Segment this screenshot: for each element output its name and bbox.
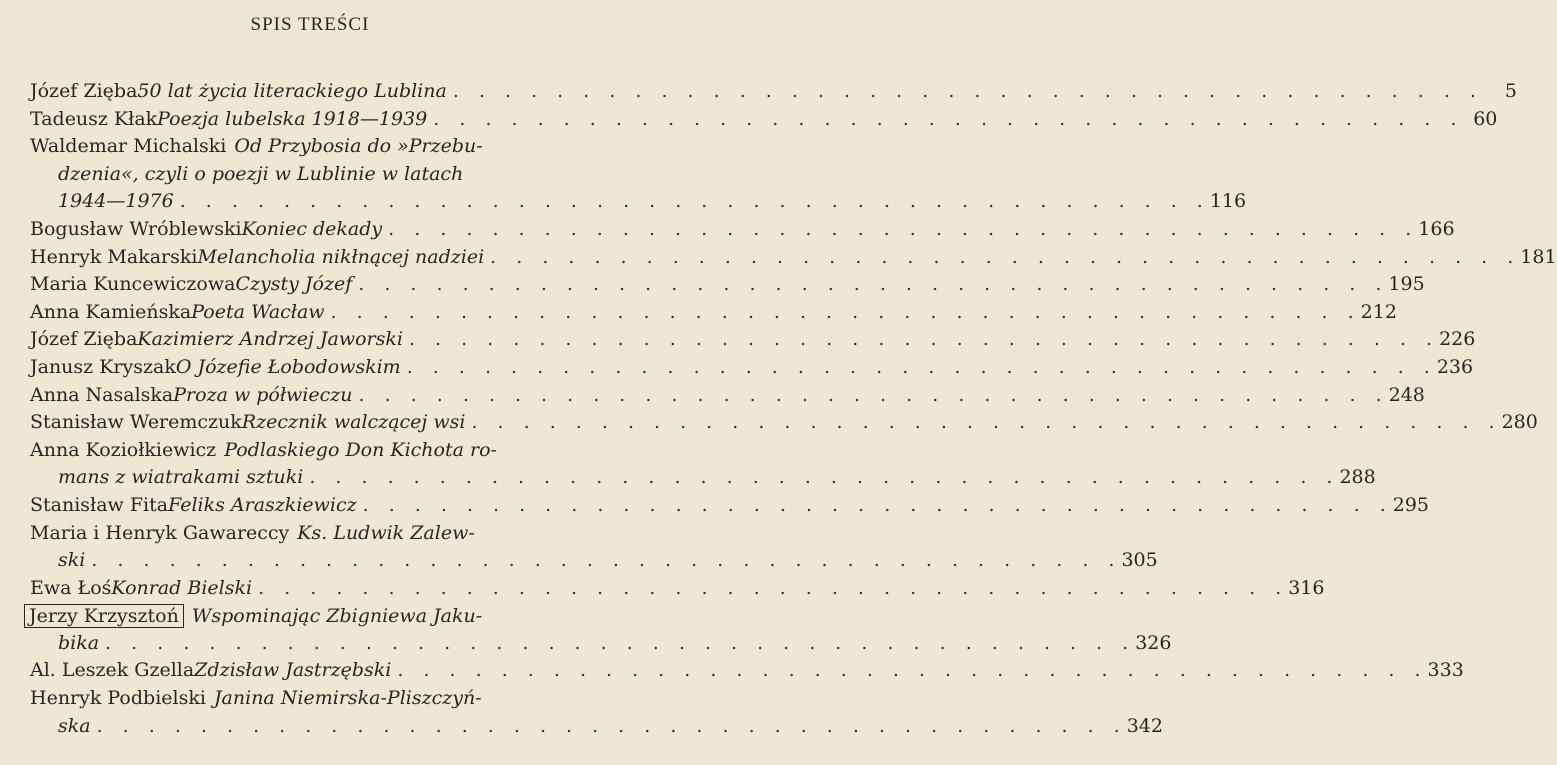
entry-author: Ewa Łoś <box>30 576 112 599</box>
toc-entry <box>30 300 1397 329</box>
entry-title: Wspominając Zbigniewa Jaku- <box>191 605 483 628</box>
entry-title: Poeta Wacław <box>191 300 325 323</box>
entry-title: mans z wiatrakami sztuki <box>58 466 304 489</box>
entry-title: 1944—1976 <box>58 190 174 213</box>
leader-dots: . . . . . . . . . . . . . . . . . . . . . . . . . . . . . . . . . . . . . . . . <box>358 383 1389 406</box>
toc-entry <box>30 245 1557 274</box>
leader-dots: . . . . . . . . . . . . . . . . . . . . . . . . . . . . . . . . . . . . . . . . <box>397 659 1428 682</box>
page-number: 326 <box>1135 631 1172 654</box>
toc-entry <box>30 80 1517 108</box>
leader-dots: . . . . . . . . . . . . . . . . . . . . . . . . . . . . . . . . . . . . . . . . <box>258 576 1289 599</box>
entry-title: Konrad Bielski <box>111 576 253 599</box>
toc-entry <box>30 383 1425 412</box>
toc-entry-line <box>30 135 608 163</box>
toc-entry-line <box>30 493 1430 522</box>
entry-title: Podlaskiego Don Kichota ro- <box>224 438 497 461</box>
toc-entry-line <box>30 549 1158 577</box>
entry-title: Melancholia nikłnącej nadziei <box>197 245 485 268</box>
toc-entry-line <box>30 107 1498 136</box>
toc-entry-line <box>30 466 1376 494</box>
page-number: 280 <box>1501 411 1538 434</box>
entry-author: Anna Koziołkiewicz <box>30 438 217 461</box>
entry-title: Ks. Ludwik Zalew- <box>297 521 475 544</box>
entry-title: Od Przybosia do »Przebu- <box>234 135 483 158</box>
toc-entry <box>30 107 1498 136</box>
page-title: SPIS TREŚCI <box>250 14 370 35</box>
leader-dots: . . . . . . . . . . . . . . . . . . . . . . . . . . . . . . . . . . . . . . . . <box>309 466 1340 489</box>
toc-entry <box>30 493 1430 522</box>
leader-dots: . . . . . . . . . . . . . . . . . . . . . . . . . . . . . . . . . . . . . . . . <box>358 273 1389 296</box>
toc-entry-line <box>30 631 1172 660</box>
page-number: 342 <box>1126 714 1163 737</box>
page-number: 316 <box>1288 576 1325 599</box>
entry-author: Józef Zięba <box>30 328 138 351</box>
toc-entry-line <box>30 522 608 550</box>
entry-author: Henryk Makarski <box>30 245 198 268</box>
toc-entry <box>30 659 1464 687</box>
entry-author: Waldemar Michalski <box>30 135 227 158</box>
entry-author: Bogusław Wróblewski <box>30 217 242 240</box>
toc-entry-line <box>30 576 1325 605</box>
entry-author: Maria i Henryk Gawareccy <box>30 521 290 544</box>
leader-dots: . . . . . . . . . . . . . . . . . . . . . . . . . . . . . . . . . . . . . . . . <box>452 80 1483 102</box>
leader-dots: . . . . . . . . . . . . . . . . . . . . . . . . . . . . . . . . . . . . . . . . <box>179 190 1210 213</box>
entry-author: Janusz Kryszak <box>30 355 176 378</box>
leader-dots: . . . . . . . . . . . . . . . . . . . . . . . . . . . . . . . . . . . . . . . . <box>362 493 1393 516</box>
entry-author: Al. Leszek Gzella <box>30 659 195 682</box>
leader-dots: . . . . . . . . . . . . . . . . . . . . . . . . . . . . . . . . . . . . . . . . <box>105 631 1136 654</box>
leader-dots: . . . . . . . . . . . . . . . . . . . . . . . . . . . . . . . . . . . . . . . . <box>91 549 1122 572</box>
entry-title: Koniec dekady <box>241 217 383 240</box>
toc-entry-line <box>30 245 1557 274</box>
page-number: 333 <box>1427 659 1464 682</box>
toc-entry-line <box>30 190 1247 218</box>
leader-dots: . . . . . . . . . . . . . . . . . . . . . . . . . . . . . . . . . . . . . . . . <box>96 714 1127 737</box>
page-number: 5 <box>1504 80 1517 102</box>
toc-entry-line <box>30 439 608 467</box>
toc-entry <box>30 687 1163 742</box>
toc-entry <box>30 328 1476 356</box>
entry-author: Stanisław Fita <box>30 493 169 516</box>
toc-entry-line <box>30 604 608 632</box>
page-number: 212 <box>1360 300 1397 323</box>
toc-entry <box>30 355 1474 384</box>
entry-title: dzenia«, czyli o poezji w Lublinie w latach <box>58 162 464 185</box>
entry-author: Jerzy Krzysztoń <box>24 604 184 628</box>
leader-dots: . . . . . . . . . . . . . . . . . . . . . . . . . . . . . . . . . . . . . . . . <box>471 411 1502 434</box>
page-number: 236 <box>1436 355 1474 378</box>
entry-author: Anna Nasalska <box>30 383 174 406</box>
page-number: 248 <box>1388 383 1425 406</box>
toc-entry-line <box>30 300 1397 329</box>
entry-title: ski <box>58 549 86 572</box>
entry-author: Maria Kuncewiczowa <box>30 273 236 296</box>
toc-entry-line <box>30 328 1476 356</box>
toc-entry <box>29 604 1172 659</box>
page-number: 195 <box>1388 273 1425 296</box>
entry-author: Tadeusz Kłak <box>30 107 158 130</box>
page-number: 181 <box>1520 245 1557 268</box>
entry-title: Poezja lubelska 1918—1939 <box>157 107 428 130</box>
toc-entry-line <box>30 383 1425 412</box>
entry-title: ska <box>58 714 91 737</box>
toc-entry-line <box>30 355 1474 384</box>
page-number: 166 <box>1418 217 1455 240</box>
entry-title: Proza w półwieczu <box>173 383 353 406</box>
entry-author: Anna Kamieńska <box>30 300 192 323</box>
toc-entry-line <box>30 687 608 715</box>
toc-entry-line <box>30 163 608 191</box>
toc-entry-line <box>30 273 1425 301</box>
toc-entry <box>30 411 1538 439</box>
toc-entry-line <box>30 714 1163 743</box>
leader-dots: . . . . . . . . . . . . . . . . . . . . . . . . . . . . . . . . . . . . . . . . <box>490 245 1521 268</box>
leader-dots: . . . . . . . . . . . . . . . . . . . . . . . . . . . . . . . . . . . . . . . . <box>408 328 1440 351</box>
toc-entry <box>30 576 1325 605</box>
entry-title: Zdzisław Jastrzębski <box>194 659 392 682</box>
entry-title: Rzecznik walczącej wsi <box>241 411 466 434</box>
page-number: 116 <box>1209 190 1247 213</box>
page-number: 226 <box>1439 328 1476 351</box>
entry-title: O Józefie Łobodowskim <box>175 355 401 378</box>
entry-title: Czysty Józef <box>235 273 353 296</box>
toc-entry <box>30 438 1376 494</box>
leader-dots: . . . . . . . . . . . . . . . . . . . . . . . . . . . . . . . . . . . . . . . . <box>433 107 1464 130</box>
entry-title: Kazimierz Andrzej Jaworski <box>137 328 403 351</box>
page-number: 60 <box>1473 107 1498 130</box>
page-number: 288 <box>1339 466 1376 489</box>
page-number: 295 <box>1392 493 1430 516</box>
toc-entry <box>30 217 1455 246</box>
entry-author: Henryk Podbielski <box>30 687 206 710</box>
toc-entry <box>30 521 1158 577</box>
leader-dots: . . . . . . . . . . . . . . . . . . . . . . . . . . . . . . . . . . . . . . . . <box>330 300 1361 323</box>
toc-entry-line <box>30 411 1538 439</box>
entry-title: 50 lat życia literackiego Lublina <box>137 80 447 102</box>
entry-title: bika <box>58 631 100 654</box>
table-of-contents <box>29 80 1557 742</box>
page-number: 305 <box>1121 549 1158 572</box>
toc-entry <box>30 135 1247 218</box>
leader-dots: . . . . . . . . . . . . . . . . . . . . . . . . . . . . . . . . . . . . . . . . <box>388 217 1419 240</box>
entry-title: Feliks Araszkiewicz <box>168 493 357 516</box>
toc-entry-line <box>30 80 1517 108</box>
toc-entry-line <box>30 217 1455 246</box>
entry-author: Józef Zięba <box>30 80 138 102</box>
toc-entry-line <box>30 659 1464 687</box>
leader-dots: . . . . . . . . . . . . . . . . . . . . . . . . . . . . . . . . . . . . . . . . <box>406 355 1437 378</box>
entry-title: Janina Niemirska-Pliszczyń- <box>213 687 482 710</box>
entry-author: Stanisław Weremczuk <box>30 411 242 434</box>
toc-entry <box>30 273 1425 301</box>
